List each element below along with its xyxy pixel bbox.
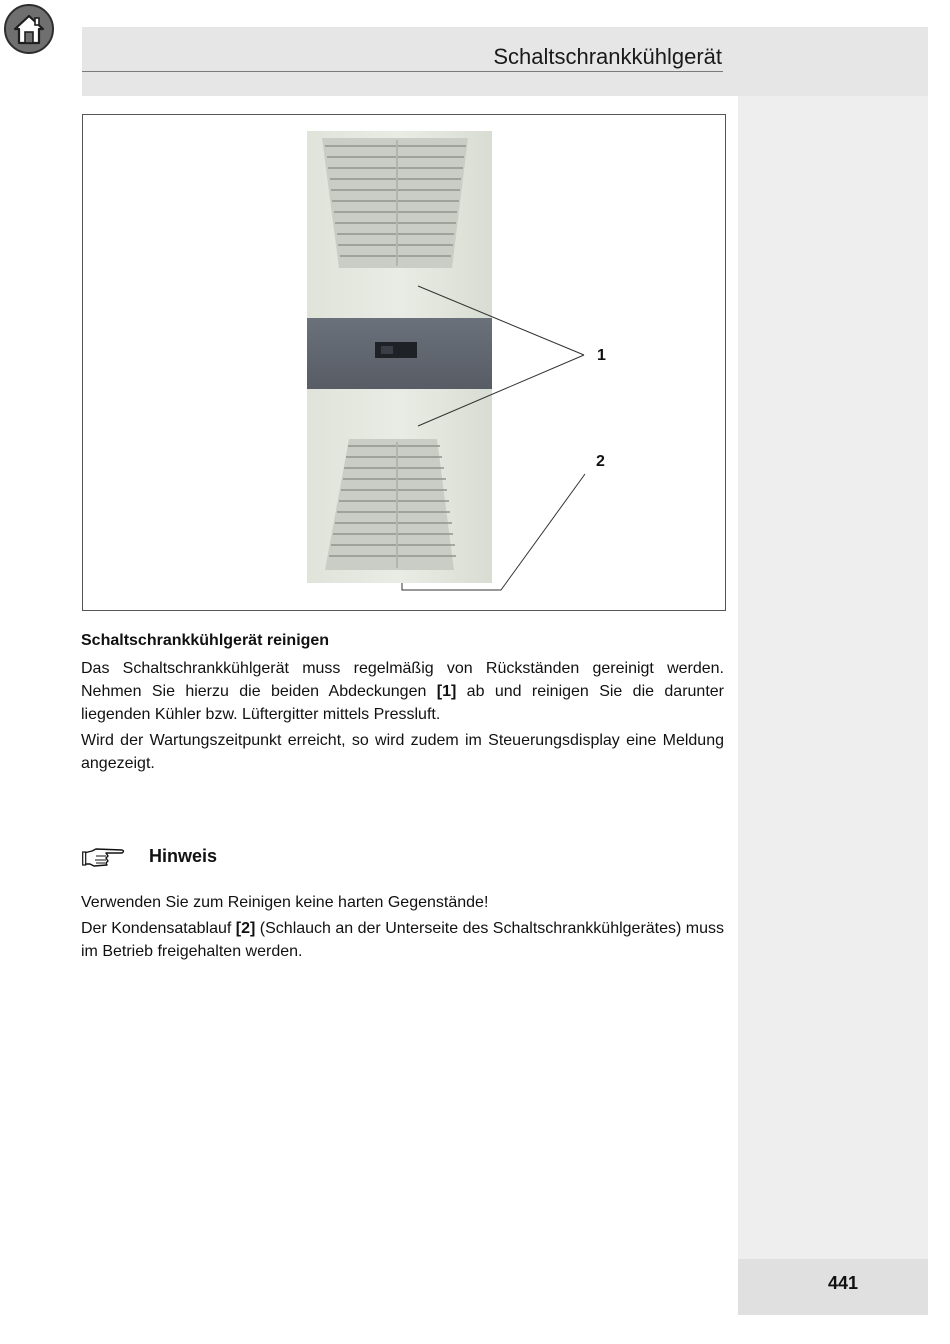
paragraph-cleaning: Das Schaltschrankkühlgerät muss regelmäßig von Rückständen gereinigt werden. Nehmen Sie hierzu die beiden Abdeckungen [1] ab und reinigen Sie die darunter liegenden Kühler bzw. Lüftergitter mittels Pressluft.	[81, 660, 724, 723]
reference-2: [2]	[235, 920, 256, 937]
page-title: Schaltschrankkühlgerät	[493, 44, 722, 69]
note-line-1: Verwenden Sie zum Reinigen keine harten Gegenstände!	[81, 894, 489, 911]
note-title: Hinweis	[149, 846, 218, 866]
note-line-2: Der Kondensatablauf [2] (Schlauch an der Unterseite des Schaltschrankkühlgerätes) muss im Betrieb freigehalten werden.	[81, 920, 725, 960]
page-number: 441	[827, 1273, 859, 1293]
reference-1: [1]	[436, 683, 457, 700]
callout-1: 1	[597, 347, 606, 364]
section-heading: Schaltschrankkühlgerät reinigen	[81, 632, 330, 649]
paragraph-maintenance: Wird der Wartungszeitpunkt erreicht, so wird zudem im Steuerungsdisplay eine Meldung angezeigt.	[81, 732, 724, 772]
callout-2: 2	[596, 453, 605, 470]
note-body	[81, 891, 724, 966]
pointing-hand-icon	[82, 845, 126, 869]
section-body	[81, 657, 724, 778]
